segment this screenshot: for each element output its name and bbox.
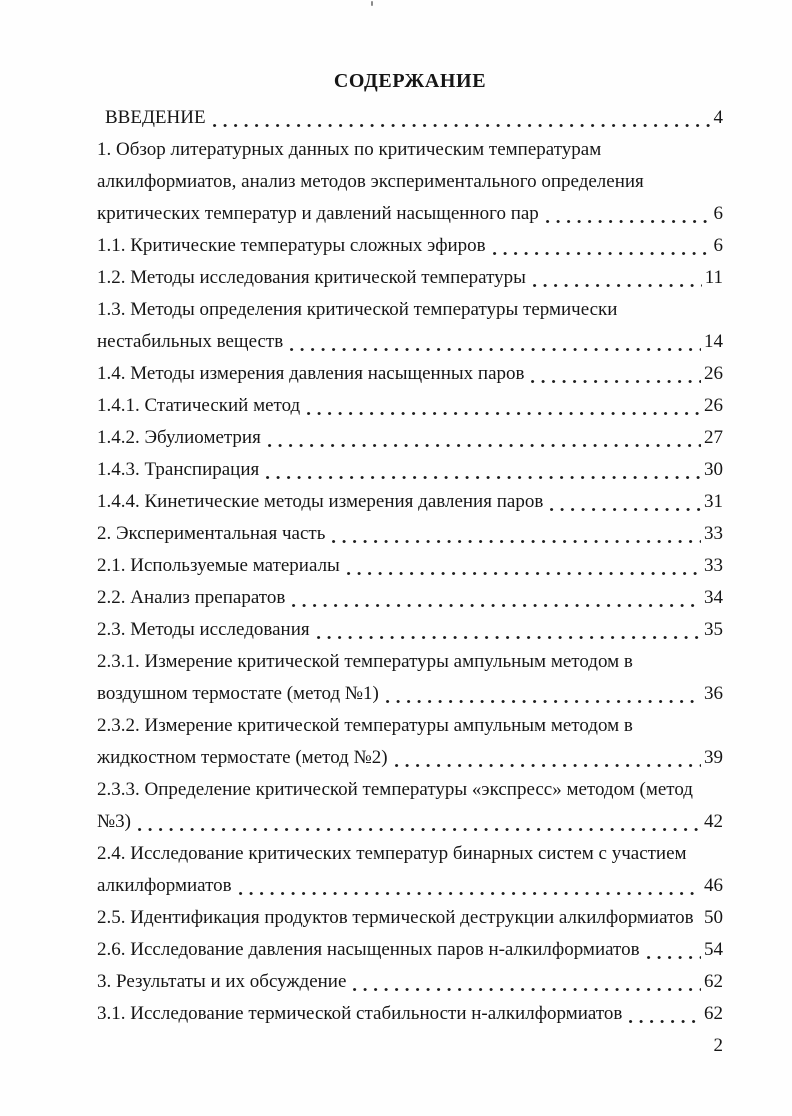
toc-line	[97, 486, 723, 518]
toc-entry-page-number: 4	[713, 107, 723, 128]
toc-line	[97, 902, 723, 934]
toc-entry	[97, 710, 723, 774]
toc-entry	[97, 998, 723, 1030]
toc-entry	[97, 518, 723, 550]
toc-entry	[97, 230, 723, 262]
toc-entry	[97, 550, 723, 582]
toc-entry-page-number: 33	[704, 555, 723, 576]
toc-entry-page-number: 35	[704, 619, 723, 640]
toc-line	[97, 358, 723, 390]
toc-entry-page-number: 42	[704, 811, 723, 832]
toc-line	[97, 806, 723, 838]
toc-line	[97, 678, 723, 710]
toc-entry	[97, 454, 723, 486]
toc-entry-text: 3.1. Исследование термической стабильности н-алкилформиатов	[97, 1003, 623, 1024]
dot-leader	[647, 934, 701, 966]
dot-leader	[266, 454, 701, 486]
toc-entry	[97, 422, 723, 454]
toc-entry	[97, 614, 723, 646]
toc-line	[97, 454, 723, 486]
dot-leader	[531, 358, 701, 390]
toc-entry-page-number: 54	[704, 939, 723, 960]
dot-leader	[546, 198, 711, 230]
toc-entry-text: жидкостном термостате (метод №2)	[97, 747, 388, 768]
toc-line	[97, 582, 723, 614]
toc-entry-text: 2.3.2. Измерение критической температуры ампульным методом в	[97, 715, 633, 736]
dot-leader	[307, 390, 701, 422]
toc-entry-page-number: 31	[704, 491, 723, 512]
toc-line	[97, 870, 723, 902]
dot-leader	[386, 678, 701, 710]
toc-line	[97, 518, 723, 550]
toc-line	[97, 390, 723, 422]
toc-entry-text: 2.5. Идентификация продуктов термической деструкции алкилформиатов	[97, 907, 694, 928]
toc-entry	[97, 646, 723, 710]
toc-entry-text: 2.3.3. Определение критической температуры «экспресс» методом (метод	[97, 779, 693, 800]
toc-entry-text: 1. Обзор литературных данных по критическим температурам	[97, 139, 602, 160]
toc-entry	[97, 838, 723, 902]
toc-entry-text: 1.4. Методы измерения давления насыщенных паров	[97, 363, 525, 384]
toc-entry	[97, 102, 723, 134]
toc-line	[97, 646, 723, 678]
toc-line	[97, 294, 723, 326]
toc-entry	[97, 262, 723, 294]
table-of-contents	[97, 102, 723, 1030]
dot-leader	[550, 486, 701, 518]
toc-line	[97, 230, 723, 262]
toc-entry-text: 2. Экспериментальная часть	[97, 523, 326, 544]
toc-entry	[97, 774, 723, 838]
toc-entry-page-number: 33	[704, 523, 723, 544]
dot-leader	[317, 614, 701, 646]
toc-line	[97, 774, 723, 806]
scan-speck-artifact	[371, 1, 373, 6]
toc-entry-page-number: 30	[704, 459, 723, 480]
toc-entry-text: 2.3.1. Измерение критической температуры ампульным методом в	[97, 651, 633, 672]
toc-line	[97, 102, 723, 134]
toc-entry-text: 3. Результаты и их обсуждение	[97, 971, 347, 992]
toc-line	[97, 550, 723, 582]
toc-entry	[97, 390, 723, 422]
toc-entry-text: 1.1. Критические температуры сложных эфиров	[97, 235, 486, 256]
page-number: 2	[713, 1035, 723, 1056]
toc-entry-page-number: 11	[704, 267, 723, 288]
toc-entry	[97, 902, 723, 934]
dot-leader	[493, 230, 711, 262]
toc-entry-text: 1.2. Методы исследования критической температуры	[97, 267, 526, 288]
toc-entry	[97, 294, 723, 358]
dot-leader	[347, 550, 701, 582]
page-title: СОДЕРЖАНИЕ	[333, 70, 487, 92]
toc-entry-page-number: 34	[704, 587, 723, 608]
dot-leader	[138, 806, 701, 838]
toc-line	[97, 198, 723, 230]
toc-entry-page-number: 36	[704, 683, 723, 704]
toc-entry-page-number: 26	[704, 395, 723, 416]
toc-line	[97, 262, 723, 294]
toc-entry-text: нестабильных веществ	[97, 331, 284, 352]
dot-leader	[290, 326, 701, 358]
toc-entry-page-number: 6	[713, 203, 723, 224]
dot-leader	[332, 518, 701, 550]
toc-entry-text: 2.1. Используемые материалы	[97, 555, 340, 576]
dot-leader	[353, 966, 701, 998]
toc-entry-text: 1.4.1. Статический метод	[97, 395, 301, 416]
toc-line	[97, 934, 723, 966]
toc-entry-text: критических температур и давлений насыщенного пар	[97, 203, 539, 224]
toc-entry-text: 2.3. Методы исследования	[97, 619, 310, 640]
toc-entry	[97, 966, 723, 998]
toc-line	[97, 134, 723, 166]
toc-entry-page-number: 46	[704, 875, 723, 896]
toc-line	[97, 614, 723, 646]
toc-line	[97, 422, 723, 454]
dot-leader	[239, 870, 701, 902]
toc-entry-page-number: 39	[704, 747, 723, 768]
toc-entry-text: №3)	[97, 811, 131, 832]
toc-line	[97, 838, 723, 870]
dot-leader	[395, 742, 701, 774]
toc-entry	[97, 134, 723, 230]
toc-entry-text: 1.4.2. Эбулиометрия	[97, 427, 261, 448]
toc-entry-text: 1.4.4. Кинетические методы измерения давления паров	[97, 491, 544, 512]
dot-leader	[629, 998, 701, 1030]
toc-entry	[97, 486, 723, 518]
toc-line	[97, 998, 723, 1030]
toc-entry-text: 2.6. Исследование давления насыщенных паров н-алкилформиатов	[97, 939, 640, 960]
toc-line	[97, 326, 723, 358]
toc-entry-text: алкилформиатов	[97, 875, 232, 896]
toc-line	[97, 710, 723, 742]
toc-entry-page-number: 62	[704, 971, 723, 992]
toc-entry-page-number: 14	[704, 331, 723, 352]
toc-line	[97, 166, 723, 198]
toc-line	[97, 966, 723, 998]
toc-entry-text: 1.3. Методы определения критической температуры термически	[97, 299, 618, 320]
toc-line	[97, 742, 723, 774]
dot-leader	[292, 582, 701, 614]
dot-leader	[213, 102, 711, 134]
dot-leader	[533, 262, 702, 294]
toc-entry-page-number: 26	[704, 363, 723, 384]
toc-entry-page-number: 62	[704, 1003, 723, 1024]
toc-entry-text: 1.4.3. Транспирация	[97, 459, 260, 480]
toc-entry-page-number: 27	[704, 427, 723, 448]
toc-entry	[97, 582, 723, 614]
toc-entry-text: воздушном термостате (метод №1)	[97, 683, 379, 704]
toc-entry-text: 2.4. Исследование критических температур бинарных систем с участием	[97, 843, 687, 864]
toc-entry-text: ВВЕДЕНИЕ	[105, 107, 206, 128]
toc-entry-text: алкилформиатов, анализ методов экспериментального определения	[97, 171, 644, 192]
toc-entry	[97, 934, 723, 966]
dot-leader	[268, 422, 701, 454]
toc-entry-page-number: 50	[704, 907, 723, 928]
toc-entry	[97, 358, 723, 390]
toc-entry-text: 2.2. Анализ препаратов	[97, 587, 286, 608]
toc-entry-page-number: 6	[713, 235, 723, 256]
